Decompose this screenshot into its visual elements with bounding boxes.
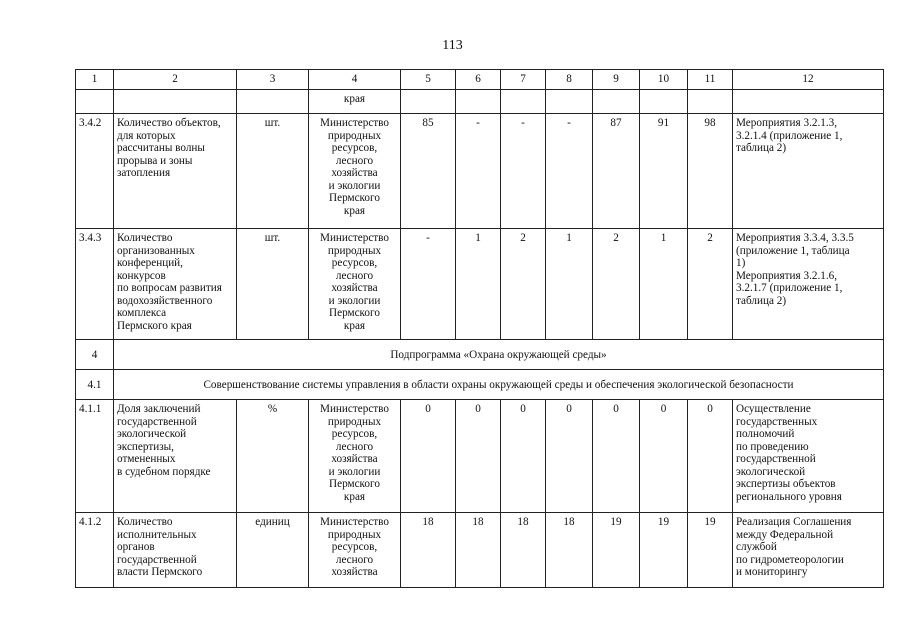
unit-cell: единиц — [237, 513, 309, 588]
column-number-row — [76, 70, 884, 90]
indicator-name: Количество организованных конференций, конкурсов по вопросам развития водохозяйственного комплекса Пермского края — [114, 229, 237, 340]
column-number: 3 — [237, 70, 309, 90]
column-number: 4 — [309, 70, 401, 90]
responsible-org: Министерство природных ресурсов, лесного хозяйства — [309, 513, 401, 588]
indicator-name: Доля заключений государственной экологической экспертизы, отмененных в судебном порядке — [114, 400, 237, 513]
column-number: 2 — [114, 70, 237, 90]
value-cell: 18 — [401, 513, 456, 588]
row-number: 3.4.2 — [76, 114, 114, 229]
value-cell: - — [501, 114, 546, 229]
value-cell: 19 — [640, 513, 688, 588]
column-number: 1 — [76, 70, 114, 90]
table-row — [76, 513, 884, 588]
row-number: 3.4.3 — [76, 229, 114, 340]
notes-cell: Осуществление государственных полномочий по проведению государственной экологической экспертизы объектов регионального уровня — [733, 400, 884, 513]
responsible-org: Министерство природных ресурсов, лесного хозяйства и экологии Пермского края — [309, 114, 401, 229]
task-number: 4.1 — [76, 370, 114, 400]
subprogram-number: 4 — [76, 340, 114, 370]
unit-cell: шт. — [237, 114, 309, 229]
value-cell: 0 — [640, 400, 688, 513]
value-cell: 19 — [688, 513, 733, 588]
page-number: 113 — [442, 38, 463, 53]
value-cell: 0 — [501, 400, 546, 513]
value-cell: - — [546, 114, 593, 229]
value-cell: 18 — [456, 513, 501, 588]
value-cell: 19 — [593, 513, 640, 588]
value-cell: 0 — [688, 400, 733, 513]
indicators-table — [75, 69, 884, 588]
unit-cell: шт. — [237, 229, 309, 340]
table-row — [76, 400, 884, 513]
value-cell: 0 — [546, 400, 593, 513]
responsible-org: Министерство природных ресурсов, лесного хозяйства и экологии Пермского края — [309, 229, 401, 340]
continuation-org-cell: края — [309, 90, 401, 114]
value-cell: 18 — [546, 513, 593, 588]
value-cell: 2 — [593, 229, 640, 340]
value-cell: 91 — [640, 114, 688, 229]
value-cell: - — [401, 229, 456, 340]
unit-cell: % — [237, 400, 309, 513]
value-cell: 85 — [401, 114, 456, 229]
column-number: 6 — [456, 70, 501, 90]
responsible-org: Министерство природных ресурсов, лесного хозяйства и экологии Пермского края — [309, 400, 401, 513]
continuation-row — [76, 90, 884, 114]
column-number: 9 — [593, 70, 640, 90]
value-cell: 2 — [688, 229, 733, 340]
subprogram-row — [76, 340, 884, 370]
column-number: 12 — [733, 70, 884, 90]
value-cell: 18 — [501, 513, 546, 588]
task-title: Совершенствование системы управления в области охраны окружающей среды и обеспечения экологической безопасности — [114, 370, 884, 400]
value-cell: 1 — [546, 229, 593, 340]
value-cell: - — [456, 114, 501, 229]
row-number: 4.1.1 — [76, 400, 114, 513]
subprogram-title: Подпрограмма «Охрана окружающей среды» — [114, 340, 884, 370]
value-cell: 0 — [456, 400, 501, 513]
column-number: 8 — [546, 70, 593, 90]
column-number: 7 — [501, 70, 546, 90]
value-cell: 1 — [456, 229, 501, 340]
value-cell: 0 — [401, 400, 456, 513]
task-row — [76, 370, 884, 400]
notes-cell: Реализация Соглашения между Федеральной службой по гидрометеорологии и мониторингу — [733, 513, 884, 588]
value-cell: 2 — [501, 229, 546, 340]
column-number: 5 — [401, 70, 456, 90]
value-cell: 1 — [640, 229, 688, 340]
value-cell: 98 — [688, 114, 733, 229]
notes-cell: Мероприятия 3.3.4, 3.3.5 (приложение 1, таблица 1) Мероприятия 3.2.1.6, 3.2.1.7 (приложение 1, таблица 2) — [733, 229, 884, 340]
notes-cell: Мероприятия 3.2.1.3, 3.2.1.4 (приложение 1, таблица 2) — [733, 114, 884, 229]
value-cell: 0 — [593, 400, 640, 513]
table-row — [76, 229, 884, 340]
indicator-name: Количество объектов, для которых рассчитаны волны прорыва и зоны затопления — [114, 114, 237, 229]
row-number: 4.1.2 — [76, 513, 114, 588]
column-number: 11 — [688, 70, 733, 90]
column-number: 10 — [640, 70, 688, 90]
indicator-name: Количество исполнительных органов государственной власти Пермского — [114, 513, 237, 588]
table-row — [76, 114, 884, 229]
value-cell: 87 — [593, 114, 640, 229]
